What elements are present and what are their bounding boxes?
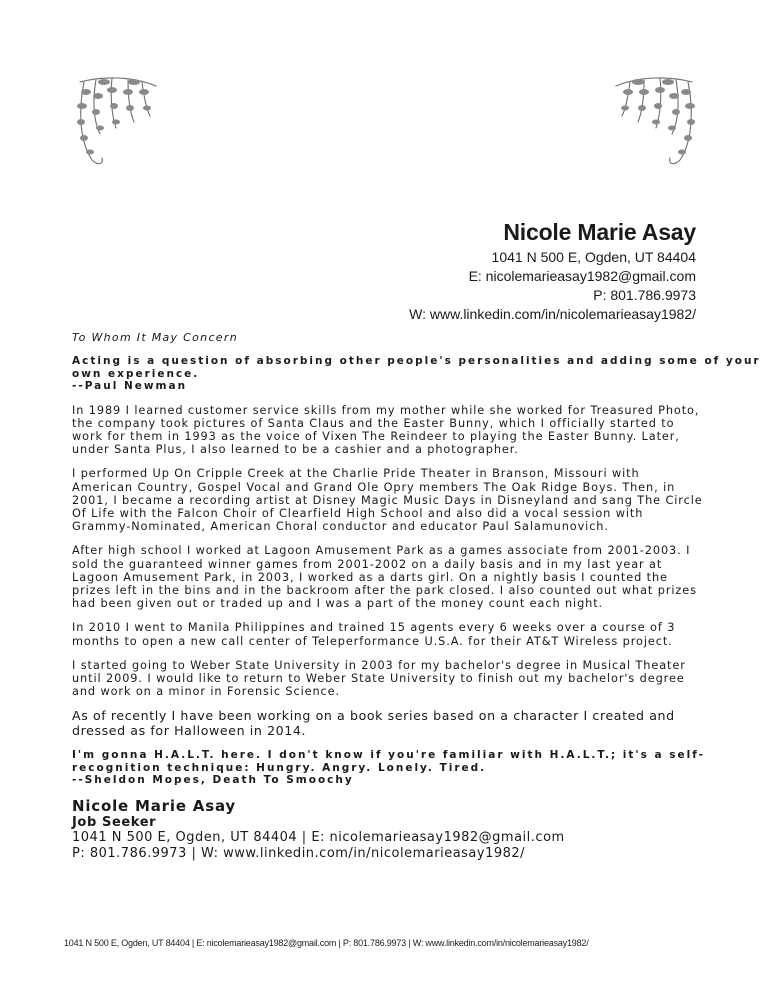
text-line: Of Life with the Falcon Choir of Clearfield High School and also did a vocal session with: [72, 506, 644, 520]
paragraph-education: [72, 659, 696, 699]
vine-illustration-left: [72, 72, 162, 172]
letterhead-phone: P: 801.786.9973: [593, 287, 696, 303]
paragraph-customer-service: [72, 403, 700, 457]
text-line: American Country, Gospel Vocal and Grand Ole Opry members The Oak Ridge Boys. Then, in: [72, 480, 676, 494]
text-line: under Santa Plus, I also learned to be a cashier and a photographer.: [72, 443, 519, 457]
text-line: Lagoon Amusement Park, in 2003, I worked as a darts girl. On a nightly basis I counted the: [72, 570, 668, 584]
text-line: As of recently I have been working on a book series based on a character I created and: [72, 708, 675, 724]
text-line: until 2009. I would like to return to Weber State University to finish out my bachelor's degree: [72, 671, 685, 685]
paragraph-lagoon: [72, 544, 696, 610]
quote-attribution: --Paul Newman: [72, 380, 188, 392]
letterhead: [409, 218, 696, 324]
quote-line: I'm gonna H.A.L.T. here. I don't know if you're familiar with H.A.L.T.; it's a self-: [72, 749, 705, 762]
letterhead-website: W: www.linkedin.com/in/nicolemarieasay1982/: [409, 306, 696, 322]
text-line: work for them in 1993 as the voice of Vixen The Reindeer to playing the Easter Bunny. Later,: [72, 429, 680, 443]
text-line: dressed as for Halloween in 2014.: [72, 722, 307, 738]
paragraph-manila: [72, 621, 696, 647]
paragraph-book-series: [72, 709, 696, 738]
text-line: I performed Up On Cripple Creek at the Charlie Pride Theater in Branson, Missouri with: [72, 467, 640, 481]
signature-block: [72, 798, 696, 862]
letterhead-email: E: nicolemarieasay1982@gmail.com: [468, 268, 696, 284]
text-line: I started going to Weber State University in 2003 for my bachelor's degree in Musical Theater: [72, 658, 686, 672]
closing-quote: [72, 749, 705, 787]
quote-line: own experience.: [72, 367, 200, 380]
text-line: the company took pictures of Santa Claus and the Easter Bunny, which I officially started to: [72, 416, 675, 430]
quote-attribution: --Sheldon Mopes, Death To Smoochy: [72, 774, 354, 787]
quote-line: Acting is a question of absorbing other people's personalities and adding some of your: [72, 355, 761, 367]
text-line: 2001, I became a recording artist at Disney Magic Music Days in Disneyland and sang The Circle: [72, 493, 703, 507]
paragraph-performance: [72, 467, 703, 534]
text-line: In 2010 I went to Manila Philippines and trained 15 agents every 6 weeks over a course of 3: [72, 621, 676, 635]
page-footer: 1041 N 500 E, Ogden, UT 84404 | E: nicolemarieasay1982@gmail.com | P: 801.786.9973 | W: www.linkedin.com/in/nicolemarieasay1982/: [64, 938, 589, 948]
text-line: and work on a minor in Forensic Science.: [72, 685, 341, 699]
signature-contact-line: 1041 N 500 E, Ogden, UT 84404 | E: nicolemarieasay1982@gmail.com: [72, 829, 565, 845]
text-line: had been given out or traded up and I was a part of the money count each night.: [72, 597, 604, 611]
quote-line: recognition technique: Hungry. Angry. Lonely. Tired.: [72, 761, 487, 774]
greeting: To Whom It May Concern: [72, 331, 238, 344]
signature-title: Job Seeker: [72, 814, 157, 830]
letterhead-name: Nicole Marie Asay: [503, 219, 696, 245]
signature-contact-line: P: 801.786.9973 | W: www.linkedin.com/in/nicolemarieasay1982/: [72, 845, 526, 861]
text-line: After high school I worked at Lagoon Amusement Park as a games associate from 2001-2003. I: [72, 544, 691, 558]
text-line: Grammy-Nominated, American Choral conductor and educator Paul Salamunovich.: [72, 520, 609, 534]
vine-illustration-right: [610, 72, 700, 172]
letterhead-address: 1041 N 500 E, Ogden, UT 84404: [491, 249, 696, 265]
opening-quote: [72, 355, 761, 393]
signature-name: Nicole Marie Asay: [72, 796, 236, 815]
text-line: sold the guaranteed winner games from 2001-2002 on a daily basis and in my last year at: [72, 557, 663, 571]
text-line: prizes left in the bins and in the backroom after the park closed. I also counted out what prizes: [72, 583, 697, 597]
letter-body: [72, 331, 761, 862]
text-line: In 1989 I learned customer service skills from my mother while she worked for Treasured Photo,: [72, 403, 700, 417]
text-line: months to open a new call center of Teleperformance U.S.A. for their AT&T Wireless project.: [72, 634, 673, 648]
